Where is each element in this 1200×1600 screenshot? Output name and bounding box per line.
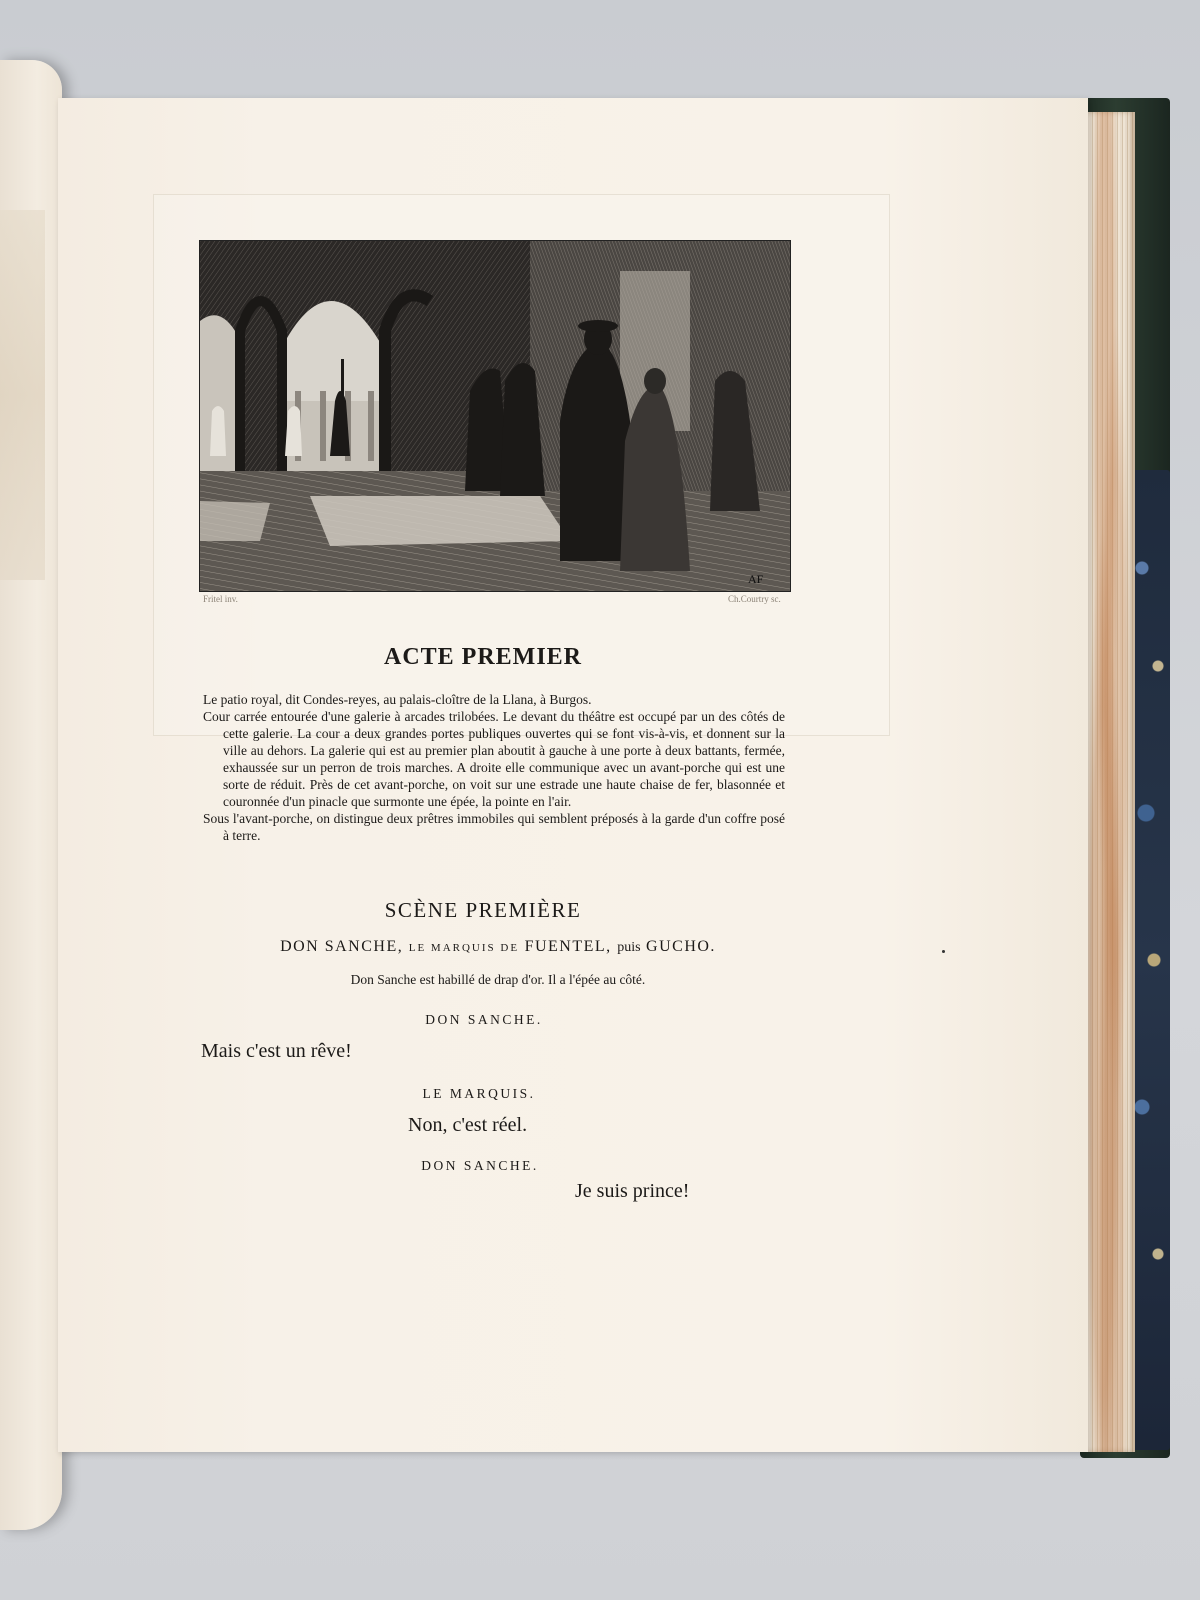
svg-text:AF: AF bbox=[748, 572, 764, 586]
dialogue-line: Non, c'est réel. bbox=[408, 1114, 528, 1136]
speaker-label: DON SANCHE. bbox=[425, 1012, 543, 1027]
speaker-label: LE MARQUIS. bbox=[422, 1086, 536, 1101]
stage-directions bbox=[203, 691, 785, 844]
stage-direction-paragraph: Sous l'avant-porche, on distingue deux prêtres immobiles qui semblent préposés à la garde d'un coffre posé à terre. bbox=[203, 811, 785, 843]
character-name: DON SANCHE, bbox=[280, 938, 404, 955]
left-page bbox=[0, 60, 62, 1530]
page-edge bbox=[1085, 112, 1135, 1452]
costume-note: Don Sanche est habillé de drap d'or. Il a l'épée au côté. bbox=[350, 972, 646, 987]
plate-credit-left: Fritel inv. bbox=[203, 594, 238, 604]
ink-speck bbox=[942, 950, 945, 953]
etching-illustration bbox=[199, 240, 791, 592]
character-name: GUCHO. bbox=[646, 938, 716, 955]
character-name: LE MARQUIS DE bbox=[408, 942, 520, 954]
plate-credit-right: Ch.Courtry sc. bbox=[728, 594, 781, 604]
left-page-bleed bbox=[0, 210, 45, 580]
speaker-label: DON SANCHE. bbox=[421, 1158, 539, 1173]
act-title: ACTE PREMIER bbox=[383, 644, 582, 670]
character-list bbox=[188, 938, 808, 956]
marbled-endpaper bbox=[1130, 470, 1170, 1450]
scene-title: SCÈNE PREMIÈRE bbox=[384, 898, 582, 922]
dialogue-line: Je suis prince! bbox=[575, 1180, 690, 1202]
stage-direction-paragraph: Cour carrée entourée d'une galerie à arcades trilobées. Le devant du théâtre est occupé par un des côtés de cette galerie. La cour a deux grandes portes publiques ouvertes qui se font vis-à-vis, et donnent sur la ville au dehors. La galerie qui est au premier plan aboutit à gauche à une porte à deux battants, fermée, exhaussée sur un perron de trois marches. A droite elle communique avec un avant-porche qui est une sorte de réduit. Près de cet avant-porche, on voit sur une estrade une haute chaise de fer, blasonnée et couronnée d'un pinacle que surmonte une épée, la pointe en l'air. bbox=[203, 709, 785, 809]
character-name: FUENTEL, bbox=[524, 938, 612, 955]
book-page bbox=[58, 98, 1088, 1452]
dialogue-line: Mais c'est un rêve! bbox=[201, 1040, 352, 1062]
stage-direction-paragraph: Le patio royal, dit Condes-reyes, au palais-cloître de la Llana, à Burgos. bbox=[203, 692, 592, 707]
connective-text: puis bbox=[617, 940, 641, 955]
